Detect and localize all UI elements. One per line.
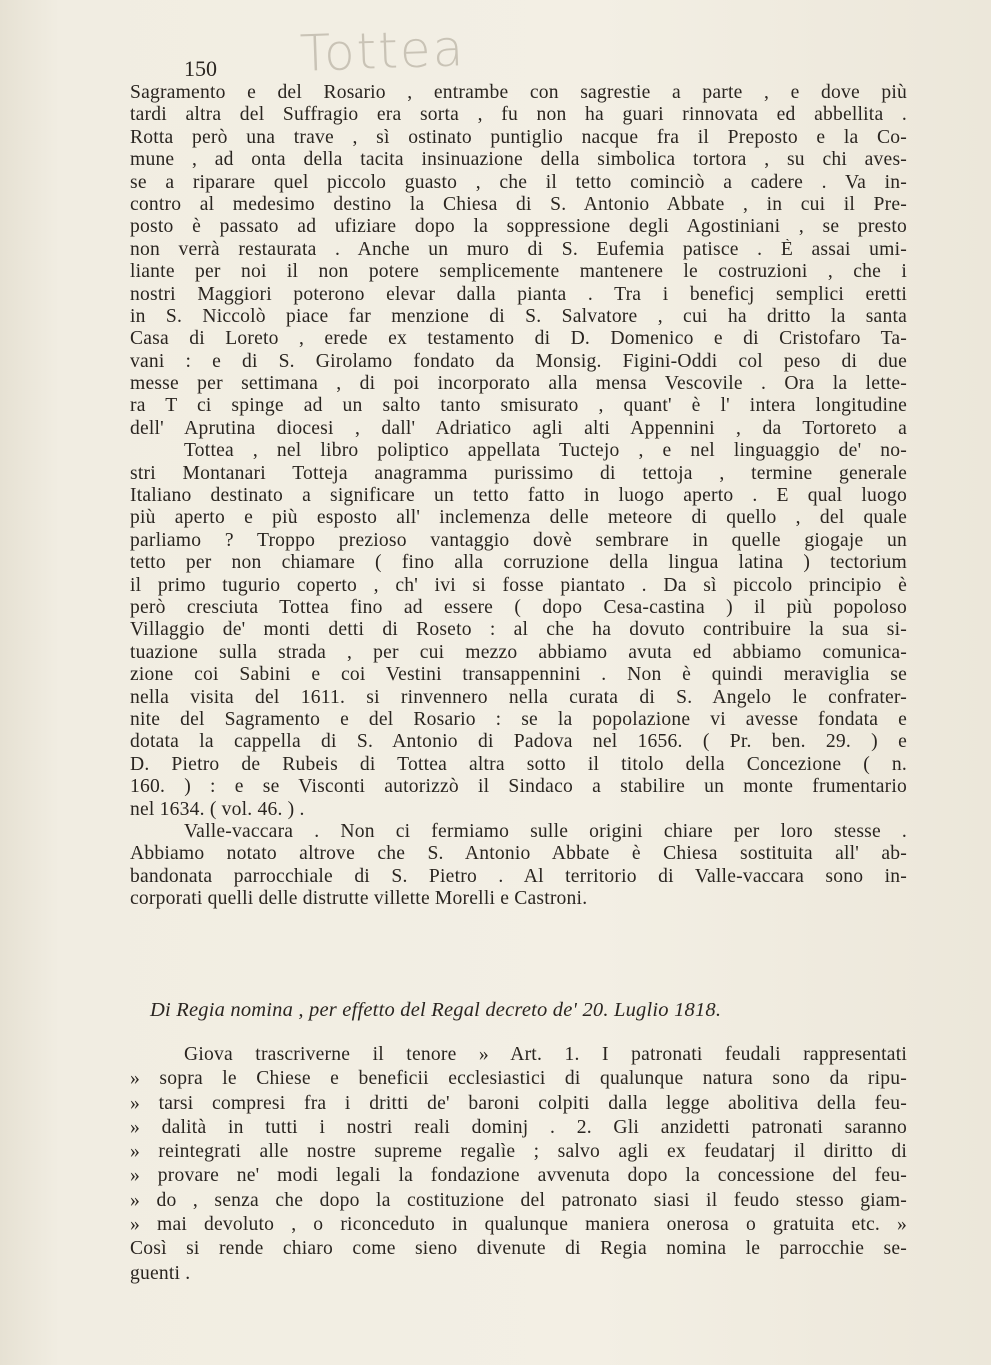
- text-line: Abbiamo notato altrove che S. Antonio Abbate è Chiesa sostituita all' ab-: [130, 843, 907, 865]
- text-line: nite del Sagramento e del Rosario : se la popolazione vi avesse fondata e: [130, 708, 907, 730]
- text-line: zione coi Sabini e coi Vestini transappennini . Non è quindi meraviglia se: [130, 664, 907, 686]
- decree-line: » tarsi compresi fra i dritti de' baroni colpiti dalla legge abolitiva della feu-: [130, 1092, 907, 1114]
- text-line: ra T ci spinge ad un salto tanto smisurato , quant' è l' intera longitudine: [130, 395, 907, 417]
- text-line: mune , ad onta della tacita insinuazione della simbolica tortora , su chi aves-: [130, 149, 907, 171]
- text-line: Tottea , nel libro poliptico appellata Tuctejo , e nel linguaggio de' no-: [184, 440, 907, 462]
- decree-line: Giova trascriverne il tenore » Art. 1. I patronati feudali rappresentati: [184, 1044, 907, 1065]
- decree-line: » mai devoluto , o riconceduto in qualunque maniera onerosa o gratuita etc. »: [130, 1214, 907, 1236]
- text-line: dell' Aprutina diocesi , dall' Adriatico agli alti Appennini , da Tortoreto a: [130, 417, 907, 439]
- text-line: liante per noi il non potere semplicemente mantenere le costruzioni , che i: [130, 261, 907, 283]
- text-line: Rotta però una trave , sì ostinato puntiglio nacque fra il Preposto e la Co-: [130, 126, 907, 148]
- text-line: in S. Niccolò piace far menzione di S. Salvatore , cui ha dritto la santa: [130, 305, 907, 327]
- decree-line: » do , senza che dopo la costituzione del patronato siasi il feudo stesso giam-: [130, 1189, 907, 1211]
- decree-line: guenti .: [130, 1262, 191, 1284]
- text-line: vani : e di S. Girolamo fondato da Monsig. Figini-Oddi col peso di due: [130, 350, 907, 372]
- text-line: tetto per non chiamare ( fino alla corruzione della lingua latina ) tectorium: [130, 552, 907, 574]
- text-line: nella visita del 1611. si rinvennero nella curata di S. Angelo le confrater-: [130, 686, 907, 708]
- text-line: D. Pietro de Rubeis di Tottea altra sotto il titolo della Concezione ( n.: [130, 753, 907, 775]
- text-line: nel 1634. ( vol. 46. ) .: [130, 798, 305, 820]
- text-line: stri Montanari Totteja anagramma purissimo di tettoja , termine generale: [130, 462, 907, 484]
- text-line: però cresciuta Tottea fino ad essere ( dopo Cesa-castina ) il più popoloso: [130, 596, 907, 618]
- text-line: dotata la cappella di S. Antonio di Padova nel 1656. ( Pr. ben. 29. ) e: [130, 731, 907, 753]
- text-line: messe per settimana , di poi incorporato alla mensa Vescovile . Ora la lette-: [130, 373, 907, 395]
- decree-line: » provare ne' modi legali la fondazione avvenuta dopo la concessione del feu-: [130, 1165, 907, 1187]
- text-line: posto è passato ad ufiziare dopo la soppressione degli Agostiniani , se presto: [130, 216, 907, 238]
- text-line: se a riparare quel piccolo guasto , che il tetto cominciò a cadere . Va in-: [130, 171, 907, 193]
- decree-paragraph: [130, 1043, 907, 1286]
- text-line: Villaggio de' monti detti di Roseto : al che ha dovuto contribuire la sua si-: [130, 619, 907, 641]
- text-line: contro al medesimo destino la Chiesa di S. Antonio Abbate , in cui il Pre-: [130, 193, 907, 215]
- section-heading-block: [130, 996, 907, 1024]
- text-line: Sagramento e del Rosario , entrambe con sagrestie a parte , e dove più: [130, 82, 907, 103]
- decree-line: Così si rende chiaro come sieno divenute di Regia nomina le parrocchie se-: [130, 1238, 907, 1260]
- decree-line: » reintegrati alle nostre supreme regalìe ; salvo agli ex feudatarj il diritto di: [130, 1141, 907, 1163]
- text-line: nostri Maggiori poterono elevar dalla pianta . Tra i beneficj semplici eretti: [130, 283, 907, 305]
- text-line: il primo tugurio coperto , ch' ivi si fosse piantato . Da sì piccolo principio è: [130, 574, 907, 596]
- section-heading: Di Regia nomina , per effetto del Regal decreto de' 20. Luglio 1818.: [150, 999, 722, 1021]
- text-line: tardi altra del Suffragio era sorta , fu non ha guari rinnovata ed abbellita .: [130, 104, 907, 126]
- text-line: più aperto e più esposto all' inclemenza delle meteore di quello , del quale: [130, 507, 907, 529]
- main-paragraph: [130, 82, 907, 910]
- text-line: bandonata parrocchiale di S. Pietro . Al territorio di Valle-vaccara sono in-: [130, 865, 907, 887]
- text-line: Valle-vaccara . Non ci fermiamo sulle origini chiare per loro stesse .: [184, 820, 907, 842]
- text-line: Casa di Loreto , erede ex testamento di D. Domenico e di Cristofaro Ta-: [130, 328, 907, 350]
- page-number: 150: [184, 56, 217, 81]
- decree-line: » sopra le Chiese e beneficii ecclesiastici di qualunque natura sono da ripu-: [130, 1068, 907, 1090]
- text-line: parliamo ? Troppo prezioso vantaggio dovè sembrare in quelle giogaje un: [130, 529, 907, 551]
- text-line: 160. ) : e se Visconti autorizzò il Sindaco a stabilire un monte frumentario: [130, 776, 907, 798]
- handwritten-annotation: Tottea: [299, 19, 467, 83]
- text-line: tuazione sulla strada , per cui mezzo abbiamo avuta ed abbiamo comunica-: [130, 641, 907, 663]
- decree-line: » dalità in tutti i nostri reali dominj . 2. Gli anzidetti patronati saranno: [130, 1116, 907, 1138]
- text-line: Italiano destinato a significare un tetto fatto in luogo aperto . E qual luogo: [130, 485, 907, 507]
- text-line: non verrà restaurata . Anche un muro di S. Eufemia patisce . È assai umi-: [130, 238, 907, 260]
- text-line: corporati quelli delle distrutte villette Morelli e Castroni.: [130, 888, 588, 910]
